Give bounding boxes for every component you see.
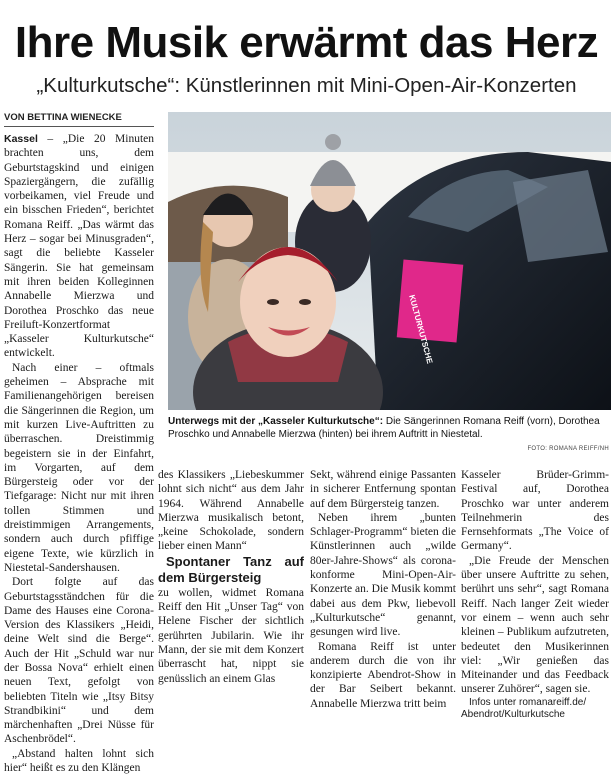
article-column-2 bbox=[158, 468, 304, 686]
article-column-1 bbox=[4, 132, 154, 775]
paragraph: „Abstand halten lohnt sich hier“ heißt es zu den Klängen bbox=[4, 747, 154, 775]
paragraph: des Klassikers „Liebeskummer lohnt sich nicht“ aus dem Jahr 1964. Während Annabelle Mierzwa musikalisch betont, „keine Schokolade, sondern lieber einen Mann“ bbox=[158, 469, 304, 553]
caption-text: Die Sängerinnen Romana Reiff (vorn), Dorothea Proschko und Annabelle Mierzwa (hinten) bei ihrem Auftritt in Niestetal. bbox=[168, 416, 600, 440]
paragraph-text: – „Die 20 Minuten brachten uns, dem Geburtstagskind und einigen Spaziergängern, die zufällig vorbeikamen, viel Freude und ein bisschen Frieden“, berichtet Romana Reiff. „Das wärmt das Herz – sogar bei Minusgraden“, sagt die beliebte Kasseler Sängerin. Sie hat gemeinsam mit ihren beiden Kolleginnen Annabelle Mierzwa und Dorothea Proschko das neue Freiluft-Konzertformat „Kasseler Kulturkutsche“ entwickelt. bbox=[4, 133, 155, 360]
caption-lead: Unterwegs mit der „Kasseler Kulturkutsche“: bbox=[168, 416, 384, 427]
paragraph: Nach einer – oftmals geheimen – Absprache mit Familienangehörigen bereisen die Sängerinnen die Region, um mit kurzen Live-Auftritten zu überraschen. Dreistimmig begeistern sie in der Einfahrt, im Vorgarten, auf dem Bürgersteig oder vor der Tiefgarage: Nicht nur mit ihren tollen Stimmen und dreistimmigen Arrangements, sondern auch durch pfiffige eigene Texte, wie kürzlich in Niestetal-Sandershausen. bbox=[4, 361, 154, 574]
paragraph: Neben ihrem „bunten Schlager-Programm“ bieten die Künstlerinnen auch „wilde 80er-Jahre-Shows“ als corona-konforme Mini-Open-Air-Konzerte an. Die Musik kommt dabei aus dem Pkw, liebevoll „Kulturkutsche“ genannt, gesungen wird live. bbox=[310, 511, 456, 639]
singers-photo bbox=[168, 112, 611, 410]
photo-credit: FOTO: ROMANA REIFF/NH bbox=[527, 446, 609, 452]
byline: VON BETTINA WIENECKE bbox=[4, 112, 154, 127]
photo-caption bbox=[168, 416, 611, 441]
paragraph: Romana Reiff ist unter anderem durch die von ihr konzipierte Abendrot-Show in der Bar Seibert bekannt. Annabelle Mierzwa tritt beim bbox=[310, 640, 456, 710]
intertitle: Spontaner Tanz auf dem Bürgersteig bbox=[158, 553, 304, 585]
paragraph: Kasseler Brüder-Grimm-Festival auf, Dorothea Proschko war unter anderem Teilnehmerin des Fernsehformats „The Voice of Germany“. bbox=[461, 469, 609, 553]
article-column-3 bbox=[310, 468, 456, 711]
paragraph: Sekt, während einige Passanten in sicherer Entfernung spontan auf dem Bürgersteig tanzen. bbox=[310, 469, 456, 510]
article-headline: Ihre Musik erwärmt das Herz bbox=[14, 18, 599, 67]
info-link[interactable]: Infos unter romanareiff.de/ Abendrot/Kulturkutsche bbox=[461, 696, 587, 721]
article-photo bbox=[168, 112, 611, 410]
car-sign-text: KULTURKUTSCHE bbox=[407, 293, 435, 365]
paragraph bbox=[4, 132, 154, 361]
article-subhead: „Kulturkutsche“: Künstlerinnen mit Mini-Open-Air-Konzerten bbox=[36, 74, 577, 97]
paragraph: „Die Freude der Menschen über unsere Auftritte zu sehen, berührt uns sehr“, sagt Romana Reiff. Nach langer Zeit wieder vor einem – wenn auch sehr kleinen – Publikum aufzutreten, bedeutet den Musikerinnen viel: „Wir genießen das Miteinander und das Feedback unserer Zuhörer“, sagen sie. bbox=[461, 554, 609, 696]
article-column-4 bbox=[461, 468, 609, 722]
paragraph: Dort folgte auf das Geburtstagsständchen für die Dame des Hauses eine Corona-Version des Klassikers „Heidi, deine Welt sind die Berge“. Auch der Hit „Schuld war nur der Bossa Nova“ erhielt einen neuen Text, gefolgt von beliebten Titeln wie „Itsy Bitsy Strandbikini“ und dem märchenhaften „Drei Nüsse für Aschenbrödel“. bbox=[4, 576, 154, 746]
paragraph: zu wollen, widmet Romana Reiff den Hit „Unser Tag“ von Helene Fischer der sichtlich gerührten Jubilarin. Wie ihr Mann, der sie mit dem Konzert überrascht hat, nippt sie genüsslich an einem Glas bbox=[158, 586, 304, 685]
dateline: Kassel bbox=[4, 133, 38, 145]
